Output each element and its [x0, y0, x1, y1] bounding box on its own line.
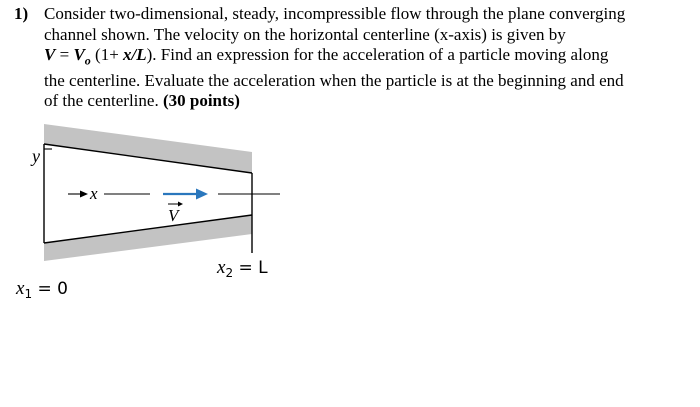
x1-subscript: 1: [24, 287, 33, 301]
velocity-zero-symbol: V: [73, 45, 85, 64]
x-axis-arrowhead: [80, 191, 88, 198]
x2-symbol: x: [217, 257, 226, 278]
lower-wall: [44, 215, 252, 261]
problem-number: 1): [14, 4, 29, 23]
x2-label: [216, 257, 268, 280]
velocity-zero-subscript: o: [84, 53, 91, 68]
x1-symbol: x: [16, 278, 25, 299]
x2-subscript: 2: [225, 266, 234, 280]
points-label: (30 points): [162, 91, 240, 111]
line-3-tail: ). Find an expression for the acceleration of a particle moving along: [146, 45, 609, 64]
line-5-text: of the centerline.: [44, 91, 163, 111]
x-over-l: x/L: [123, 45, 147, 64]
velocity-arrowhead: [196, 189, 208, 200]
x2-equals-l: = L: [233, 258, 268, 278]
problem-line-2: channel shown. The velocity on the horizontal centerline (x-axis) is given by: [44, 24, 566, 44]
problem-line-1: Consider two-dimensional, steady, incompressible flow through the plane converging: [44, 4, 626, 23]
problem-line-4: the centerline. Evaluate the acceleration when the particle is at the beginning and end: [44, 70, 624, 90]
velocity-symbol: V: [44, 45, 56, 64]
x-axis-label: x: [90, 184, 98, 203]
x1-label: [15, 278, 68, 301]
formula-part: (1+: [90, 45, 124, 64]
equals-sign: =: [55, 45, 74, 64]
x1-equals-zero: = 0: [32, 279, 68, 299]
vector-arrow-tip: [178, 202, 183, 207]
y-axis-label: y: [32, 146, 40, 166]
velocity-vector-label: V: [168, 206, 179, 225]
